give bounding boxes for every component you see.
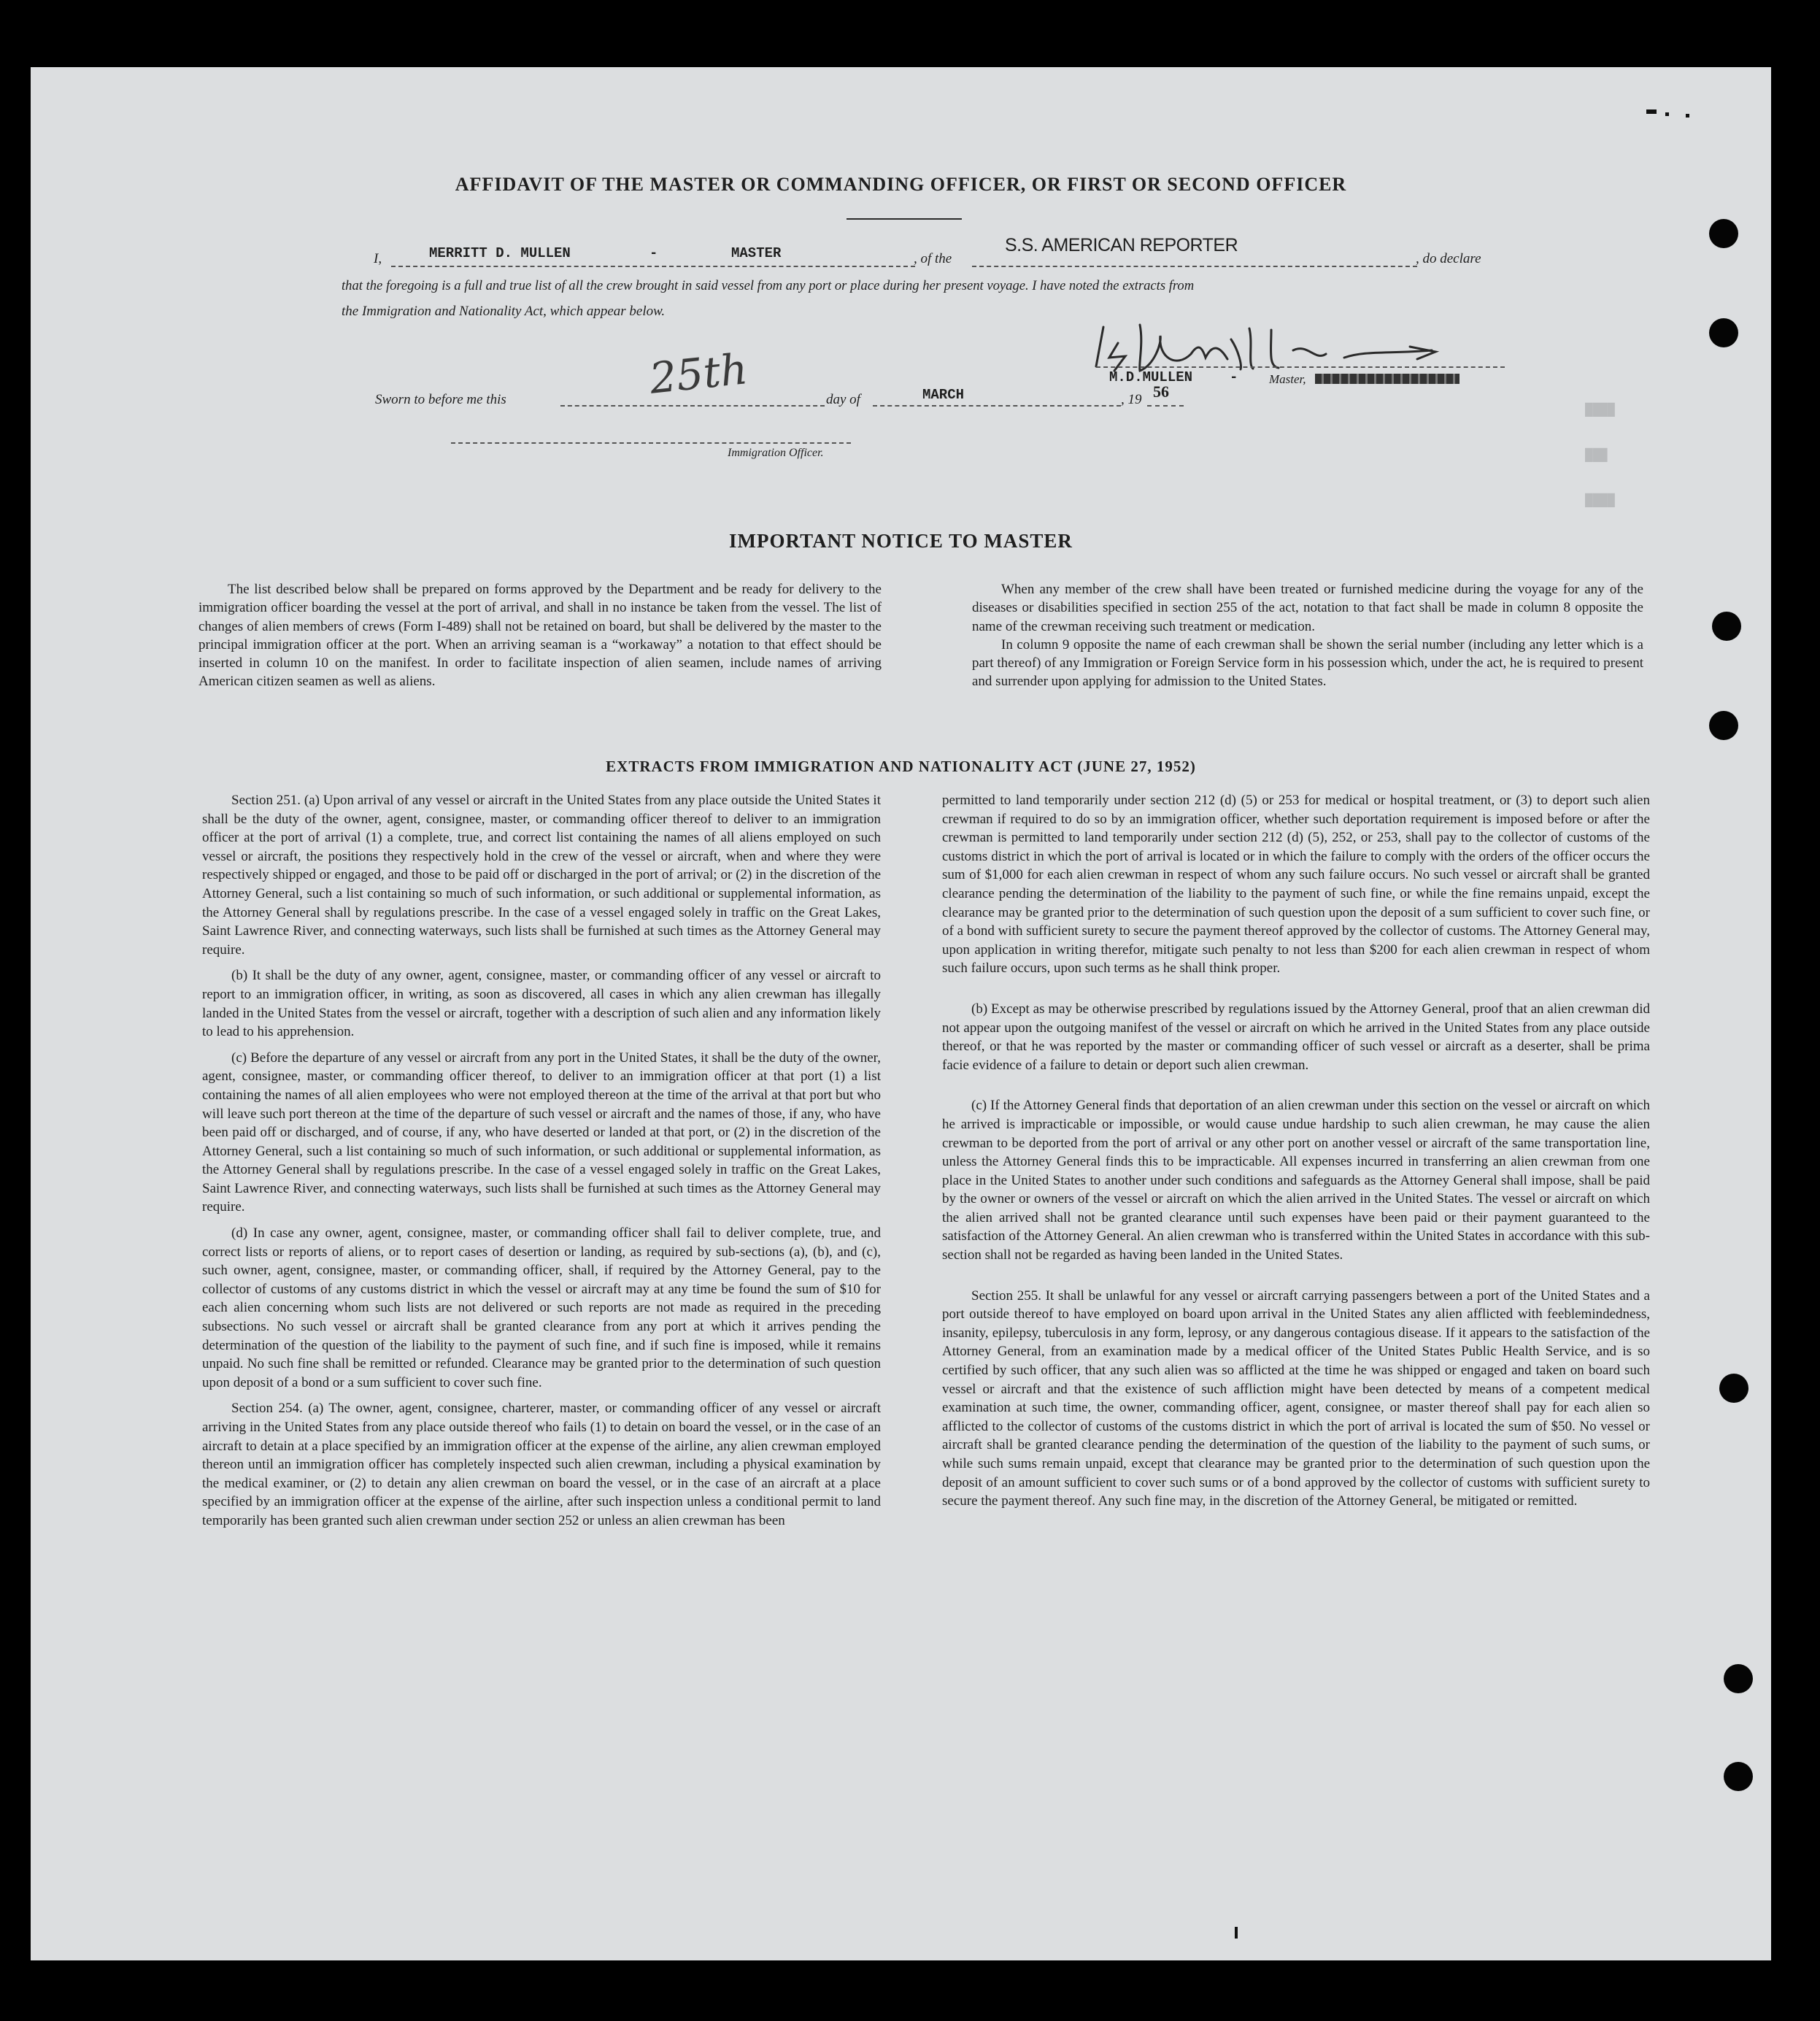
signature-line [1096, 366, 1505, 368]
notice-title: IMPORTANT NOTICE TO MASTER [729, 530, 1073, 552]
declarant-rank: MASTER [731, 245, 782, 261]
binder-hole [1719, 1374, 1748, 1403]
speck [1646, 109, 1657, 114]
extract-paragraph: (c) Before the departure of any vessel or aircraft from any port in the United States, it shall be the duty of the owner, agent, consignee, master, or commanding officer thereof, to deliver to an immigration officer at that port (1) a list containing the names of all alien employees who were not employed thereon at the time of the arrival at that port but who will leave such port thereon at the time of the departure of such vessel or aircraft and the names of those, if any, who have been paid off or discharged, and of course, if any, who have deserted or landed at that port, or (2) in the discretion of the Attorney General, such a list containing so much of such information, or such additional or supplemental information, as the Attorney General shall by regulations prescribe. In the case of a vessel engaged solely in traffic on the Great Lakes, Saint Lawrence River, and connecting waterways, such lists shall be furnished at such times as the Attorney General may require. [202, 1050, 881, 1215]
binder-hole [1724, 1664, 1753, 1693]
master-label: Master, [1269, 372, 1306, 386]
do-declare-label: , do declare [1416, 251, 1481, 266]
declaration-line-2: the Immigration and Nationality Act, which appear below. [342, 304, 666, 319]
month-value: MARCH [922, 387, 965, 403]
day-value: 25th [647, 344, 750, 404]
signature-printed-name: M.D.MULLEN [1109, 369, 1193, 385]
day-of-label: day of [826, 392, 860, 407]
declarant-line [391, 266, 915, 267]
extract-paragraph: Section 255. It shall be unlawful for any vessel or aircraft carrying passengers between a port of the United States and a port outside thereof to have employed on board upon arrival in the United States any alien afflicted with feeblemindedness, insanity, epilepsy, tuberculosis in any form, leprosy, or any dangerous contagious disease. If it appears to the satisfaction of the Attorney General, from an examination made by a medical officer of the United States Public Health Service, and is so certified by such officer, that any such alien was so afflicted at the time he was shipped or engaged and taken on board such vessel or aircraft and that the existence of such affliction might have been detected by means of a competent medical examination at such time, the owner, commanding officer, agent, consignee, or master thereof shall pay for each alien so afflicted to the collector of customs of the customs district in which the port of arrival is located the sum of $50. No vessel or aircraft shall be granted clearance pending the determination of the question of the liability to the payment of such sums, or while such sums remain unpaid, except that clearance may be granted prior to the determination of such question upon the deposit of an amount sufficient to cover such sums or of a bond approved by the collector of customs with sufficient surety to secure the payment thereof. Any such fine may, in the discretion of the Attorney General, be mitigated or remitted. [942, 1287, 1650, 1509]
declaration-line-1: that the foregoing is a full and true list of all the crew brought in said vessel from any port or place during her present voyage. I have noted the extracts from [342, 278, 1195, 293]
extract-paragraph: Section 254. (a) The owner, agent, consignee, charterer, master, or commanding officer of any vessel or aircraft arriving in the United States from any place outside thereof who fails (1) to detain on board the vessel, or in the case of an aircraft to detain at a place specified by an immigration officer at the expense of the airline, any alien crewman employed thereon until an immigration officer has completely inspected such alien crewman, including a physical examination by the medical examiner, or (2) to detain any alien crewman on board the vessel, or in the case of an aircraft at a place specified by an immigration officer at the expense of the airline, after such inspection unless a conditional permit to land temporarily has been granted such alien crewman under section 252 or unless an alien crewman has been [202, 1401, 881, 1528]
binder-hole [1709, 318, 1738, 347]
binder-hole [1724, 1762, 1753, 1791]
redacted-strikeout [1315, 374, 1460, 384]
extract-paragraph: permitted to land temporarily under section 212 (d) (5) or 253 for medical or hospital treatment, or (3) to deport such alien crewman if required to do so by an immigration officer, whether such deportation requirement is imposed before or after the crewman is permitted to land temporarily under section 212 (d) (5), 252, or 253, shall pay to the collector of customs of the customs district in which the port of arrival is located or in which the failure to comply with the orders of the officer occurs the sum of $1,000 for each alien crewman in respect of whom any such failure occurs. No such vessel or aircraft shall be granted clearance pending the determination of the liability to the payment of such fine, or while the fine remains unpaid, except the clearance may be granted prior to the determination of such question upon the deposit of a sum sufficient to cover such fine, or of a bond with sufficient surety to secure the payment thereof approved by the collector of customs. The Attorney General may, upon application in writing therefor, mitigate such penalty to not less than $200 for each alien crewman in respect of whom such failure occurs, upon such terms as he shall think proper. [942, 793, 1650, 977]
notice-left-text [198, 580, 882, 691]
year-value: 56 [1153, 382, 1169, 401]
notice-right-paragraph-2: In column 9 opposite the name of each crewman shall be shown the serial number (including any letter which is a part thereof) of any Immigration or Foreign Service form in his possession which, under the act, he is required to present and surrender upon applying for admission to the United States. [972, 636, 1643, 690]
bleed-through-marks: ████ ███ ████ [1585, 404, 1615, 508]
speck [1235, 1927, 1238, 1939]
speck [1686, 114, 1689, 118]
month-line [873, 405, 1121, 407]
i-label: I, [374, 251, 382, 266]
extracts-left-column [202, 791, 881, 1531]
notice-right-paragraph-1: When any member of the crew shall have been treated or furnished medicine during the voyage for any of the diseases or disabilities specified in section 255 of the act, notation to that fact shall be made in column 8 opposite the name of the crewman receiving such treatment or medication. [972, 582, 1643, 634]
extract-paragraph: (d) In case any owner, agent, consignee, master, or commanding officer shall fail to deliver complete, true, and correct lists or reports of aliens, or to report cases of desertion or landing, as required by sub-sections (a), (b), and (c), such owner, agent, consignee, master, or commanding officer, shall, if required by the Attorney General, pay to the collector of customs of any customs district in which the vessel or aircraft may at any time be found the sum of $10 for each alien concerning whom such lists are not delivered or such reports are not made as required in the preceding subsections. No such vessel or aircraft shall be granted clearance from any port at which it arrives pending the determination of the question of the liability to the payment of such fine, and if such fine is imposed, while it remains unpaid. No such fine shall be remitted or refunded. Clearance may be granted prior to the determination of such question upon deposit of a bond or a sum sufficient to cover such fine. [202, 1225, 881, 1390]
extract-paragraph: (b) Except as may be otherwise prescribed by regulations issued by the Attorney General, proof that an alien crewman did not appear upon the outgoing manifest of the vessel or aircraft on which he arrived in the United States from any place outside thereof, or that he was reported by the master or commanding officer of such vessel or aircraft as a deserter, shall be prima facie evidence of a failure to detain or deport such alien crewman. [942, 1001, 1650, 1073]
binder-hole [1709, 711, 1738, 740]
title-underline [847, 218, 962, 220]
sworn-label: Sworn to before me this [375, 392, 506, 407]
extracts-title: EXTRACTS FROM IMMIGRATION AND NATIONALITY ACT (JUNE 27, 1952) [606, 758, 1196, 775]
extract-paragraph: (b) It shall be the duty of any owner, agent, consignee, master, or commanding officer of any vessel or aircraft to report to an immigration officer, in writing, as soon as discovered, all cases in which any alien crewman has illegally landed in the United States from the vessel or aircraft, together with a description of such alien and any information likely to lead to his apprehension. [202, 968, 881, 1040]
extract-paragraph: Section 251. (a) Upon arrival of any vessel or aircraft in the United States from any place outside the United States it shall be the duty of the owner, agent, consignee, master, or commanding officer thereof to deliver to an immigration officer at the port of arrival (1) a complete, true, and correct list containing the names of all aliens employed on such vessel or aircraft, the positions they respectively hold in the crew of the vessel or aircraft, when and where they were respectively shipped or engaged, and those to be paid off or discharged in the port of arrival; or (2) in the discretion of the Attorney General, such a list containing so much of such information, or such additional or supplemental information, as the Attorney General shall by regulations prescribe. In the case of a vessel engaged solely in traffic on the Great Lakes, Saint Lawrence River, and connecting waterways, such lists shall be furnished at such times as the Attorney General may require. [202, 793, 881, 958]
binder-hole [1712, 612, 1741, 641]
extracts-right-column [942, 791, 1650, 1511]
officer-signature-line [451, 442, 851, 444]
speck [1665, 112, 1669, 116]
binder-hole [1709, 219, 1738, 248]
of-the-label: , of the [914, 251, 952, 266]
affidavit-title: AFFIDAVIT OF THE MASTER OR COMMANDING OFFICER, OR FIRST OR SECOND OFFICER [455, 174, 1347, 195]
year-prefix: , 19 [1121, 392, 1142, 407]
declarant-name: MERRITT D. MULLEN [429, 245, 571, 261]
day-line [560, 405, 825, 407]
document-page [31, 67, 1771, 1960]
vessel-line [972, 266, 1417, 267]
immigration-officer-label: Immigration Officer. [728, 447, 824, 459]
extract-paragraph: (c) If the Attorney General finds that deportation of an alien crewman under this section on the vessel or aircraft on which he arrived is impracticable or impossible, or would cause undue hardship to such alien crewman, he may cause the alien crewman to be deported from the port of arrival or any other port on another vessel or aircraft of the same transportation line, unless the Attorney General finds this to be impracticable. All expenses incurred in transferring an alien crewman from one place in the United States to another under such conditions and safeguards as the Attorney General shall impose, shall be paid by the owner or owners of the vessel or aircraft on which the alien arrived in the United States. The vessel or aircraft on which the alien arrived shall not be granted clearance until such expenses have been paid or their payment guaranteed to the satisfaction of the Attorney General. An alien crewman who is transferred within the United States in accordance with this sub-section shall not be regarded as having been landed in the United States. [942, 1098, 1650, 1263]
signature-separator: - [1230, 369, 1238, 385]
year-line [1147, 405, 1184, 407]
declarant-separator: - [649, 245, 658, 261]
notice-left-paragraph: The list described below shall be prepared on forms approved by the Department and be ready for delivery to the immigration officer boarding the vessel at the port of arrival, and shall in no instance be taken from the vessel. The list of changes of alien members of crews (Form I-489) shall not be retained on board, but shall be delivered by the master to the principal immigration officer at the port. When an arriving seaman is a “workaway” a notation to that effect should be inserted in column 10 on the manifest. In order to facilitate inspection of alien seamen, include names of arriving American citizen seamen as well as aliens. [198, 582, 882, 690]
vessel-name: S.S. AMERICAN REPORTER [1005, 235, 1238, 255]
notice-right-text [972, 580, 1643, 691]
